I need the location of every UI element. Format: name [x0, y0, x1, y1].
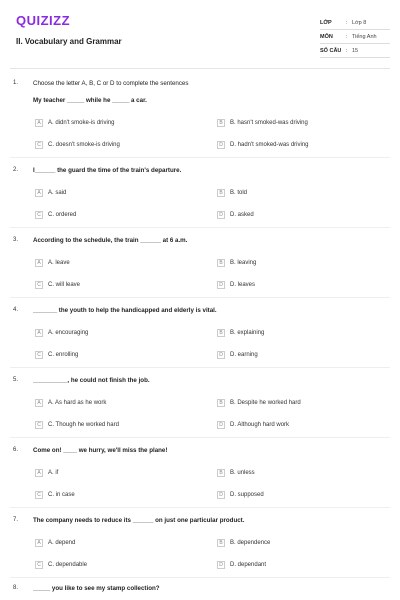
meta-value: 15: [352, 47, 359, 54]
answer-option-a[interactable]: [35, 539, 75, 547]
question-text: I______ the guard the time of the train's departure.: [33, 167, 182, 174]
question-divider: [10, 227, 390, 228]
option-label: A. depend: [48, 540, 76, 546]
question-text: __________, he could not finish the job.: [33, 377, 150, 384]
option-label: C. doesn't smoke-is driving: [48, 142, 120, 148]
answer-option-c[interactable]: [35, 281, 80, 289]
answer-option-a[interactable]: [35, 189, 66, 197]
answer-option-b[interactable]: [217, 189, 247, 197]
meta-value: Tiếng Anh: [352, 33, 377, 40]
question-divider: [10, 367, 390, 368]
question-divider: [10, 577, 390, 578]
meta-row-subject: MÔN : Tiếng Anh: [320, 30, 390, 44]
answer-option-d[interactable]: [217, 281, 255, 289]
option-checkbox[interactable]: B: [217, 189, 225, 197]
option-checkbox[interactable]: A: [35, 399, 43, 407]
answer-option-c[interactable]: [35, 421, 119, 429]
worksheet-header: [10, 6, 390, 64]
answer-option-a[interactable]: [35, 259, 70, 267]
option-checkbox[interactable]: D: [217, 211, 225, 219]
question-text: _______ the youth to help the handicapped and elderly is vital.: [33, 307, 217, 314]
question-number: 1.: [13, 80, 19, 86]
question-number: 7.: [13, 517, 19, 523]
option-label: B. unless: [230, 470, 255, 476]
option-label: A. didn't smoke-is driving: [48, 120, 115, 126]
option-label: A. leave: [48, 260, 70, 266]
option-label: B. dependence: [230, 540, 271, 546]
answer-option-b[interactable]: [217, 539, 270, 547]
question-instruction: Choose the letter A, B, C or D to complete the sentences: [33, 80, 189, 87]
answer-option-c[interactable]: [35, 141, 120, 149]
question-divider: [10, 297, 390, 298]
option-checkbox[interactable]: A: [35, 539, 43, 547]
option-checkbox[interactable]: D: [217, 561, 225, 569]
meta-label: SỐ CÂU: [320, 47, 342, 54]
option-checkbox[interactable]: C: [35, 561, 43, 569]
option-checkbox[interactable]: A: [35, 259, 43, 267]
option-label: D. earning: [230, 352, 258, 358]
option-checkbox[interactable]: A: [35, 329, 43, 337]
answer-option-b[interactable]: [217, 119, 308, 127]
option-label: A. said: [48, 190, 67, 196]
option-checkbox[interactable]: C: [35, 491, 43, 499]
meta-label: LỚP: [320, 19, 332, 26]
question-divider: [10, 507, 390, 508]
option-checkbox[interactable]: B: [217, 469, 225, 477]
meta-value: Lớp 8: [352, 19, 367, 26]
answer-option-d[interactable]: [217, 561, 266, 569]
option-checkbox[interactable]: C: [35, 351, 43, 359]
option-label: A. As hard as he work: [48, 400, 107, 406]
question-number: 2.: [13, 167, 19, 173]
question-divider: [10, 157, 390, 158]
answer-option-c[interactable]: [35, 491, 75, 499]
answer-option-b[interactable]: [217, 259, 256, 267]
option-label: B. Despite he worked hard: [230, 400, 301, 406]
question-text: Come on! ____ we hurry, we'll miss the plane!: [33, 447, 168, 454]
option-checkbox[interactable]: A: [35, 119, 43, 127]
answer-option-b[interactable]: [217, 399, 301, 407]
question-text: The company needs to reduce its ______ on just one particular product.: [33, 517, 245, 524]
option-label: A. encouraging: [48, 330, 89, 336]
answer-option-a[interactable]: [35, 119, 115, 127]
answer-option-b[interactable]: [217, 329, 264, 337]
option-checkbox[interactable]: B: [217, 539, 225, 547]
option-label: C. in case: [48, 492, 75, 498]
answer-option-b[interactable]: [217, 469, 255, 477]
question-number: 4.: [13, 307, 19, 313]
option-checkbox[interactable]: B: [217, 329, 225, 337]
option-checkbox[interactable]: B: [217, 259, 225, 267]
question-number: 8.: [13, 585, 19, 591]
option-label: D. leaves: [230, 282, 256, 288]
question-text: My teacher _____ while he _____ a car.: [33, 97, 147, 104]
answer-option-d[interactable]: [217, 421, 289, 429]
option-checkbox[interactable]: C: [35, 421, 43, 429]
meta-table: [320, 16, 390, 58]
meta-label: MÔN: [320, 33, 333, 40]
option-checkbox[interactable]: D: [217, 281, 225, 289]
answer-option-c[interactable]: [35, 211, 76, 219]
option-checkbox[interactable]: D: [217, 141, 225, 149]
answer-option-c[interactable]: [35, 351, 78, 359]
answer-option-c[interactable]: [35, 561, 87, 569]
option-checkbox[interactable]: D: [217, 421, 225, 429]
option-label: B. explaining: [230, 330, 265, 336]
option-label: A. if: [48, 470, 59, 476]
answer-option-d[interactable]: [217, 491, 264, 499]
option-label: C. enrolling: [48, 352, 79, 358]
option-checkbox[interactable]: B: [217, 119, 225, 127]
option-label: C. Though he worked hard: [48, 422, 119, 428]
option-label: D. Although hard work: [230, 422, 290, 428]
option-label: B. told: [230, 190, 248, 196]
answer-option-d[interactable]: [217, 141, 309, 149]
meta-row-count: SỐ CÂU : 15: [320, 44, 390, 58]
option-checkbox[interactable]: A: [35, 189, 43, 197]
option-checkbox[interactable]: C: [35, 211, 43, 219]
meta-row-class: LỚP : Lớp 8: [320, 16, 390, 30]
option-checkbox[interactable]: A: [35, 469, 43, 477]
answer-option-d[interactable]: [217, 351, 258, 359]
question-number: 6.: [13, 447, 19, 453]
option-checkbox[interactable]: C: [35, 281, 43, 289]
answer-option-d[interactable]: [217, 211, 254, 219]
option-label: B. hasn't smoked-was driving: [230, 120, 308, 126]
option-label: D. asked: [230, 212, 254, 218]
option-label: C. ordered: [48, 212, 77, 218]
option-label: D. supposed: [230, 492, 264, 498]
option-label: D. hadn't smoked-was driving: [230, 142, 309, 148]
option-checkbox[interactable]: C: [35, 141, 43, 149]
option-checkbox[interactable]: D: [217, 351, 225, 359]
question-divider: [10, 437, 390, 438]
question-text: _____ you like to see my stamp collection?: [33, 585, 160, 592]
option-label: D. dependant: [230, 562, 267, 568]
section-title: II. Vocabulary and Grammar: [16, 37, 122, 46]
answer-option-a[interactable]: [35, 399, 106, 407]
question-text: According to the schedule, the train ______ at 6 a.m.: [33, 237, 188, 244]
quizizz-logo: QUIZIZZ: [16, 13, 71, 28]
question-number: 5.: [13, 377, 19, 383]
option-checkbox[interactable]: B: [217, 399, 225, 407]
option-checkbox[interactable]: D: [217, 491, 225, 499]
option-label: C. dependable: [48, 562, 88, 568]
answer-option-a[interactable]: [35, 329, 88, 337]
header-divider: [10, 68, 390, 69]
option-label: C. will leave: [48, 282, 81, 288]
answer-option-a[interactable]: [35, 469, 58, 477]
option-label: B. leaving: [230, 260, 257, 266]
question-number: 3.: [13, 237, 19, 243]
